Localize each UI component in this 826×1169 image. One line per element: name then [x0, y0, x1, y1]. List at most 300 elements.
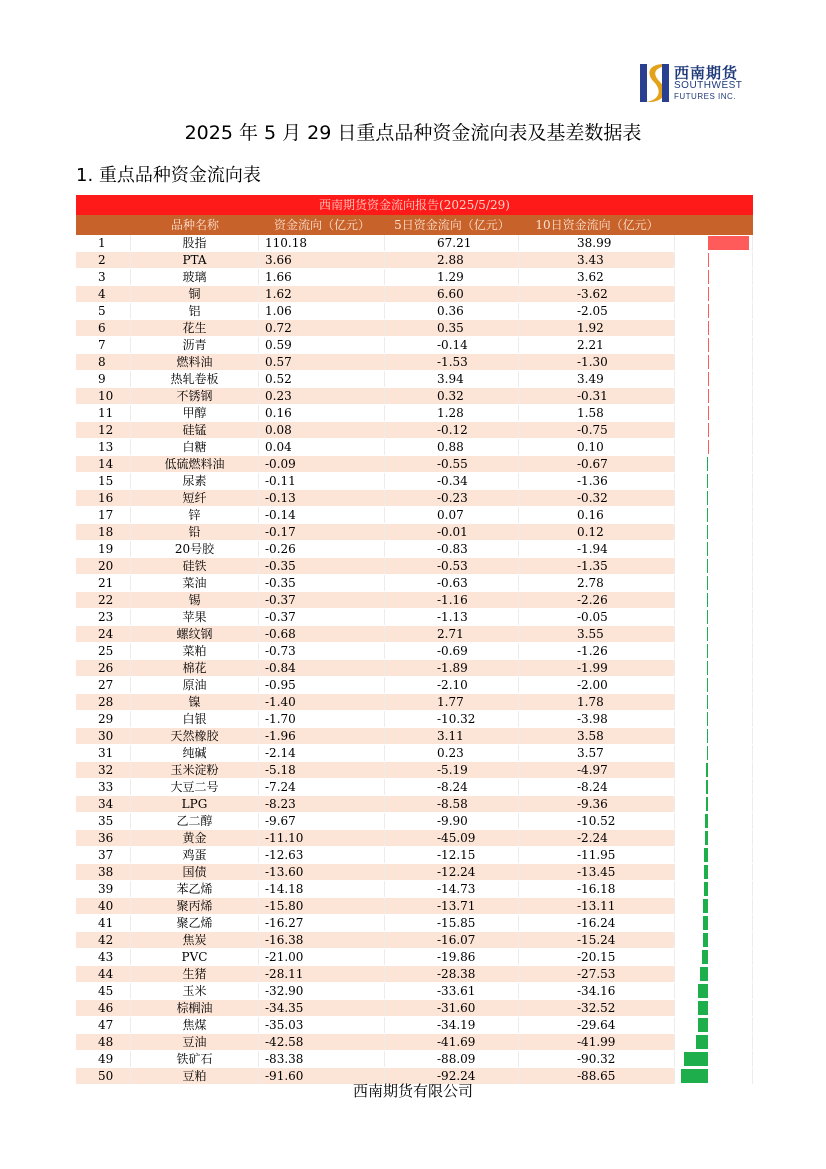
row-rank: 4	[76, 286, 131, 302]
row-name: 硅铁	[131, 558, 259, 574]
row-flow-bar-cell	[675, 507, 753, 523]
row-flow: 0.52	[259, 371, 385, 387]
row-rank: 39	[76, 881, 131, 897]
flow-bar	[708, 440, 709, 454]
row-flow-bar-cell	[675, 269, 753, 285]
row-rank: 37	[76, 847, 131, 863]
header-flow-10d: 10日资金流向（亿元）	[535, 218, 659, 232]
row-flow-10d: 3.43	[519, 252, 675, 268]
row-rank: 12	[76, 422, 131, 438]
row-flow-10d: 1.58	[519, 405, 675, 421]
row-flow-5d: -19.86	[385, 949, 519, 965]
table-row	[76, 541, 753, 558]
row-name: 锌	[131, 507, 259, 523]
flow-bar	[703, 933, 708, 947]
flow-bar	[706, 763, 708, 777]
row-flow-bar-cell	[675, 745, 753, 761]
row-flow-bar-cell	[675, 473, 753, 489]
row-name: 玉米淀粉	[131, 762, 259, 778]
row-flow-bar-cell	[675, 1017, 753, 1033]
row-flow-bar-cell	[675, 779, 753, 795]
row-flow-bar-cell	[675, 660, 753, 676]
table-row	[76, 915, 753, 932]
row-flow-bar-cell	[675, 643, 753, 659]
table-row	[76, 422, 753, 439]
flow-bar	[707, 474, 708, 488]
row-flow-10d: -32.52	[519, 1000, 675, 1016]
row-rank: 1	[76, 235, 131, 251]
row-flow-bar-cell	[675, 694, 753, 710]
row-name: 大豆二号	[131, 779, 259, 795]
flow-bar	[707, 491, 708, 505]
row-name: 热轧卷板	[131, 371, 259, 387]
document-title: 2025 年 5 月 29 日重点品种资金流向表及基差数据表	[184, 122, 642, 144]
row-flow-5d: -1.16	[385, 592, 519, 608]
row-flow: -1.40	[259, 694, 385, 710]
row-flow-bar-cell	[675, 541, 753, 557]
row-flow-bar-cell	[675, 966, 753, 982]
row-name: 苹果	[131, 609, 259, 625]
flow-bar	[700, 967, 708, 981]
row-flow: -12.63	[259, 847, 385, 863]
row-flow-10d: -20.15	[519, 949, 675, 965]
row-rank: 22	[76, 592, 131, 608]
row-rank: 32	[76, 762, 131, 778]
row-flow: -91.60	[259, 1068, 385, 1084]
row-rank: 5	[76, 303, 131, 319]
flow-bar	[708, 355, 709, 369]
row-flow-5d: -2.10	[385, 677, 519, 693]
row-name: PVC	[131, 949, 259, 965]
row-flow-10d: 2.78	[519, 575, 675, 591]
row-name: 铅	[131, 524, 259, 540]
table-row	[76, 847, 753, 864]
row-flow-bar-cell	[675, 575, 753, 591]
row-flow-10d: 3.49	[519, 371, 675, 387]
row-flow-5d: 0.35	[385, 320, 519, 336]
flow-bar	[704, 848, 708, 862]
row-flow-5d: -0.55	[385, 456, 519, 472]
row-flow: -0.26	[259, 541, 385, 557]
table-row	[76, 490, 753, 507]
row-name: 菜粕	[131, 643, 259, 659]
row-flow: -1.70	[259, 711, 385, 727]
row-flow: -0.11	[259, 473, 385, 489]
row-flow-bar-cell	[675, 762, 753, 778]
row-name: 甲醇	[131, 405, 259, 421]
row-flow-bar-cell	[675, 813, 753, 829]
row-name: 股指	[131, 235, 259, 251]
row-flow-10d: -3.62	[519, 286, 675, 302]
row-flow-10d: -27.53	[519, 966, 675, 982]
row-flow-5d: -14.73	[385, 881, 519, 897]
row-flow-10d: -1.94	[519, 541, 675, 557]
row-flow: -9.67	[259, 813, 385, 829]
row-flow-5d: -45.09	[385, 830, 519, 846]
row-rank: 30	[76, 728, 131, 744]
row-rank: 16	[76, 490, 131, 506]
flow-bar	[707, 508, 708, 522]
row-flow: -13.60	[259, 864, 385, 880]
footer-company: 西南期货有限公司	[352, 1082, 473, 1100]
table-row	[76, 456, 753, 473]
row-flow: -0.37	[259, 609, 385, 625]
flow-bar	[707, 576, 708, 590]
flow-bar	[707, 542, 708, 556]
row-flow-5d: -16.07	[385, 932, 519, 948]
row-flow-10d: 3.62	[519, 269, 675, 285]
table-row	[76, 1034, 753, 1051]
table-row	[76, 932, 753, 949]
row-flow: -16.38	[259, 932, 385, 948]
row-rank: 31	[76, 745, 131, 761]
row-flow-10d: -0.32	[519, 490, 675, 506]
row-rank: 46	[76, 1000, 131, 1016]
row-flow: -0.68	[259, 626, 385, 642]
row-name: 原油	[131, 677, 259, 693]
row-name: 纯碱	[131, 745, 259, 761]
row-flow-10d: -3.98	[519, 711, 675, 727]
row-flow-5d: -1.53	[385, 354, 519, 370]
row-flow-5d: 1.77	[385, 694, 519, 710]
row-flow: -35.03	[259, 1017, 385, 1033]
row-flow-5d: 0.07	[385, 507, 519, 523]
logo-name-en-sub: FUTURES INC.	[674, 92, 736, 101]
table-row	[76, 864, 753, 881]
row-flow: -0.09	[259, 456, 385, 472]
flow-bar	[708, 304, 709, 318]
row-name: 焦煤	[131, 1017, 259, 1033]
flow-bar	[707, 678, 708, 692]
row-rank: 24	[76, 626, 131, 642]
row-flow-bar-cell	[675, 1034, 753, 1050]
row-name: 花生	[131, 320, 259, 336]
row-flow: -0.13	[259, 490, 385, 506]
flow-bar	[705, 831, 708, 845]
table-row	[76, 405, 753, 422]
flow-bar	[707, 729, 708, 743]
row-flow-bar-cell	[675, 1051, 753, 1067]
row-flow-bar-cell	[675, 864, 753, 880]
table-row	[76, 575, 753, 592]
row-rank: 7	[76, 337, 131, 353]
row-flow-bar-cell	[675, 626, 753, 642]
row-flow-5d: -0.01	[385, 524, 519, 540]
table-row	[76, 626, 753, 643]
row-name: 豆油	[131, 1034, 259, 1050]
row-flow-5d: -15.85	[385, 915, 519, 931]
row-flow-bar-cell	[675, 422, 753, 438]
row-name: 硅锰	[131, 422, 259, 438]
row-rank: 50	[76, 1068, 131, 1084]
table-row	[76, 983, 753, 1000]
flow-bar	[707, 661, 708, 675]
row-rank: 47	[76, 1017, 131, 1033]
row-flow-10d: 3.58	[519, 728, 675, 744]
flow-bar	[696, 1035, 708, 1049]
header-bar	[675, 215, 753, 235]
row-flow-10d: -4.97	[519, 762, 675, 778]
row-flow-10d: -8.24	[519, 779, 675, 795]
row-rank: 41	[76, 915, 131, 931]
row-flow-5d: -0.23	[385, 490, 519, 506]
flow-bar	[707, 457, 708, 471]
row-rank: 49	[76, 1051, 131, 1067]
header-flow-5d: 5日资金流向（亿元）	[394, 218, 510, 232]
row-rank: 18	[76, 524, 131, 540]
flow-bar	[708, 236, 749, 250]
row-name: 白银	[131, 711, 259, 727]
row-flow-5d: -31.60	[385, 1000, 519, 1016]
flow-bar	[708, 389, 709, 403]
row-flow: -0.37	[259, 592, 385, 608]
row-flow-10d: -11.95	[519, 847, 675, 863]
row-flow-10d: -1.99	[519, 660, 675, 676]
row-flow-bar-cell	[675, 728, 753, 744]
section-title: 1. 重点品种资金流向表	[76, 165, 261, 186]
table-row	[76, 711, 753, 728]
row-flow-10d: -2.24	[519, 830, 675, 846]
row-rank: 45	[76, 983, 131, 999]
row-flow-10d: -2.26	[519, 592, 675, 608]
table-row	[76, 371, 753, 388]
row-rank: 13	[76, 439, 131, 455]
row-name: 尿素	[131, 473, 259, 489]
row-flow-5d: -10.32	[385, 711, 519, 727]
row-flow: -16.27	[259, 915, 385, 931]
row-flow: -0.73	[259, 643, 385, 659]
row-rank: 26	[76, 660, 131, 676]
row-name: 天然橡胶	[131, 728, 259, 744]
row-flow: -0.17	[259, 524, 385, 540]
row-flow-5d: -28.38	[385, 966, 519, 982]
flow-bar	[702, 950, 708, 964]
row-flow-10d: -29.64	[519, 1017, 675, 1033]
flow-bar	[707, 627, 708, 641]
row-flow: -0.14	[259, 507, 385, 523]
flow-bar	[698, 1018, 708, 1032]
row-flow-bar-cell	[675, 354, 753, 370]
row-flow-10d: -88.65	[519, 1068, 675, 1084]
row-flow-10d: -2.00	[519, 677, 675, 693]
row-flow-10d: 0.12	[519, 524, 675, 540]
row-flow-bar-cell	[675, 847, 753, 863]
table-row	[76, 694, 753, 711]
row-flow-bar-cell	[675, 898, 753, 914]
row-flow-5d: -0.83	[385, 541, 519, 557]
row-flow-5d: 1.28	[385, 405, 519, 421]
row-name: 铁矿石	[131, 1051, 259, 1067]
flow-bar	[703, 899, 708, 913]
flow-bar	[707, 644, 708, 658]
row-flow-bar-cell	[675, 337, 753, 353]
row-flow-bar-cell	[675, 796, 753, 812]
row-flow: -28.11	[259, 966, 385, 982]
table-row	[76, 354, 753, 371]
table-row	[76, 949, 753, 966]
row-flow-bar-cell	[675, 320, 753, 336]
row-flow: -21.00	[259, 949, 385, 965]
row-rank: 25	[76, 643, 131, 659]
row-rank: 3	[76, 269, 131, 285]
row-flow: -7.24	[259, 779, 385, 795]
row-flow-bar-cell	[675, 677, 753, 693]
flow-bar	[706, 780, 708, 794]
header-name: 品种名称	[170, 218, 219, 232]
row-flow-bar-cell	[675, 405, 753, 421]
row-flow-bar-cell	[675, 830, 753, 846]
row-flow: 1.62	[259, 286, 385, 302]
row-flow-bar-cell	[675, 915, 753, 931]
row-rank: 19	[76, 541, 131, 557]
row-flow-bar-cell	[675, 881, 753, 897]
row-flow-5d: -12.24	[385, 864, 519, 880]
table-banner: 西南期货资金流向报告(2025/5/29)	[76, 195, 753, 215]
row-flow-bar-cell	[675, 558, 753, 574]
row-flow-5d: -0.53	[385, 558, 519, 574]
table-row	[76, 609, 753, 626]
row-flow-bar-cell	[675, 303, 753, 319]
row-name: 乙二醇	[131, 813, 259, 829]
row-flow: -2.14	[259, 745, 385, 761]
row-rank: 14	[76, 456, 131, 472]
row-name: 生猪	[131, 966, 259, 982]
row-rank: 20	[76, 558, 131, 574]
row-flow-10d: 1.92	[519, 320, 675, 336]
row-flow: -0.35	[259, 575, 385, 591]
table-row	[76, 524, 753, 541]
table-row	[76, 558, 753, 575]
row-name: 20号胶	[131, 541, 259, 557]
row-name: 聚乙烯	[131, 915, 259, 931]
row-flow: 0.59	[259, 337, 385, 353]
row-flow-bar-cell	[675, 252, 753, 268]
row-flow-bar-cell	[675, 286, 753, 302]
row-rank: 27	[76, 677, 131, 693]
row-name: 聚丙烯	[131, 898, 259, 914]
row-name: PTA	[131, 252, 259, 268]
flow-bar	[705, 814, 708, 828]
row-name: 白糖	[131, 439, 259, 455]
flow-bar	[704, 865, 708, 879]
row-flow-5d: -8.58	[385, 796, 519, 812]
company-logo	[640, 60, 760, 108]
row-name: 国债	[131, 864, 259, 880]
flow-bar	[708, 423, 709, 437]
row-flow: 3.66	[259, 252, 385, 268]
row-flow-5d: 2.88	[385, 252, 519, 268]
table-row	[76, 320, 753, 337]
table-body	[76, 235, 753, 1085]
row-flow: -0.84	[259, 660, 385, 676]
table-row	[76, 252, 753, 269]
flow-bar	[704, 882, 708, 896]
table-row	[76, 677, 753, 694]
row-flow-bar-cell	[675, 371, 753, 387]
row-flow: -15.80	[259, 898, 385, 914]
row-rank: 11	[76, 405, 131, 421]
row-flow-5d: 67.21	[385, 235, 519, 251]
row-flow-5d: 6.60	[385, 286, 519, 302]
row-flow-bar-cell	[675, 711, 753, 727]
row-flow-5d: 1.29	[385, 269, 519, 285]
row-rank: 34	[76, 796, 131, 812]
row-flow-10d: 1.78	[519, 694, 675, 710]
flow-bar	[698, 1001, 708, 1015]
row-flow: -5.18	[259, 762, 385, 778]
table-row	[76, 473, 753, 490]
row-flow-5d: -0.12	[385, 422, 519, 438]
row-flow-10d: 0.10	[519, 439, 675, 455]
row-flow-10d: 2.21	[519, 337, 675, 353]
row-flow-5d: -41.69	[385, 1034, 519, 1050]
table-row	[76, 303, 753, 320]
row-flow-10d: -13.45	[519, 864, 675, 880]
table-row	[76, 762, 753, 779]
row-name: 棉花	[131, 660, 259, 676]
row-name: 菜油	[131, 575, 259, 591]
fund-flow-table	[76, 195, 753, 1085]
row-flow: 1.06	[259, 303, 385, 319]
table-row	[76, 881, 753, 898]
row-flow-10d: -41.99	[519, 1034, 675, 1050]
row-name: 苯乙烯	[131, 881, 259, 897]
table-row	[76, 1017, 753, 1034]
row-name: 豆粕	[131, 1068, 259, 1084]
table-row	[76, 966, 753, 983]
flow-bar	[707, 593, 708, 607]
flow-bar	[684, 1052, 708, 1066]
row-flow-10d: -2.05	[519, 303, 675, 319]
row-rank: 43	[76, 949, 131, 965]
row-flow-10d: -0.75	[519, 422, 675, 438]
row-flow-5d: 0.23	[385, 745, 519, 761]
row-name: 短纤	[131, 490, 259, 506]
flow-bar	[707, 525, 708, 539]
table-row	[76, 439, 753, 456]
row-flow-bar-cell	[675, 949, 753, 965]
row-rank: 21	[76, 575, 131, 591]
flow-bar	[707, 746, 708, 760]
flow-bar	[707, 610, 708, 624]
row-flow-10d: 38.99	[519, 235, 675, 251]
row-rank: 40	[76, 898, 131, 914]
row-flow-5d: 0.36	[385, 303, 519, 319]
row-rank: 44	[76, 966, 131, 982]
header-flow: 资金流向（亿元）	[273, 218, 370, 232]
row-name: 沥青	[131, 337, 259, 353]
flow-bar	[706, 797, 708, 811]
row-rank: 42	[76, 932, 131, 948]
row-flow-10d: -9.36	[519, 796, 675, 812]
row-flow-10d: -16.18	[519, 881, 675, 897]
row-flow: -0.95	[259, 677, 385, 693]
row-rank: 48	[76, 1034, 131, 1050]
row-flow: -11.10	[259, 830, 385, 846]
flow-bar	[708, 270, 709, 284]
table-row	[76, 1000, 753, 1017]
row-flow: 0.23	[259, 388, 385, 404]
row-flow-10d: -1.36	[519, 473, 675, 489]
row-rank: 23	[76, 609, 131, 625]
table-row	[76, 813, 753, 830]
row-rank: 15	[76, 473, 131, 489]
row-flow-5d: 0.88	[385, 439, 519, 455]
row-flow: -8.23	[259, 796, 385, 812]
table-row	[76, 235, 753, 252]
row-flow: 0.16	[259, 405, 385, 421]
row-flow-5d: -0.69	[385, 643, 519, 659]
